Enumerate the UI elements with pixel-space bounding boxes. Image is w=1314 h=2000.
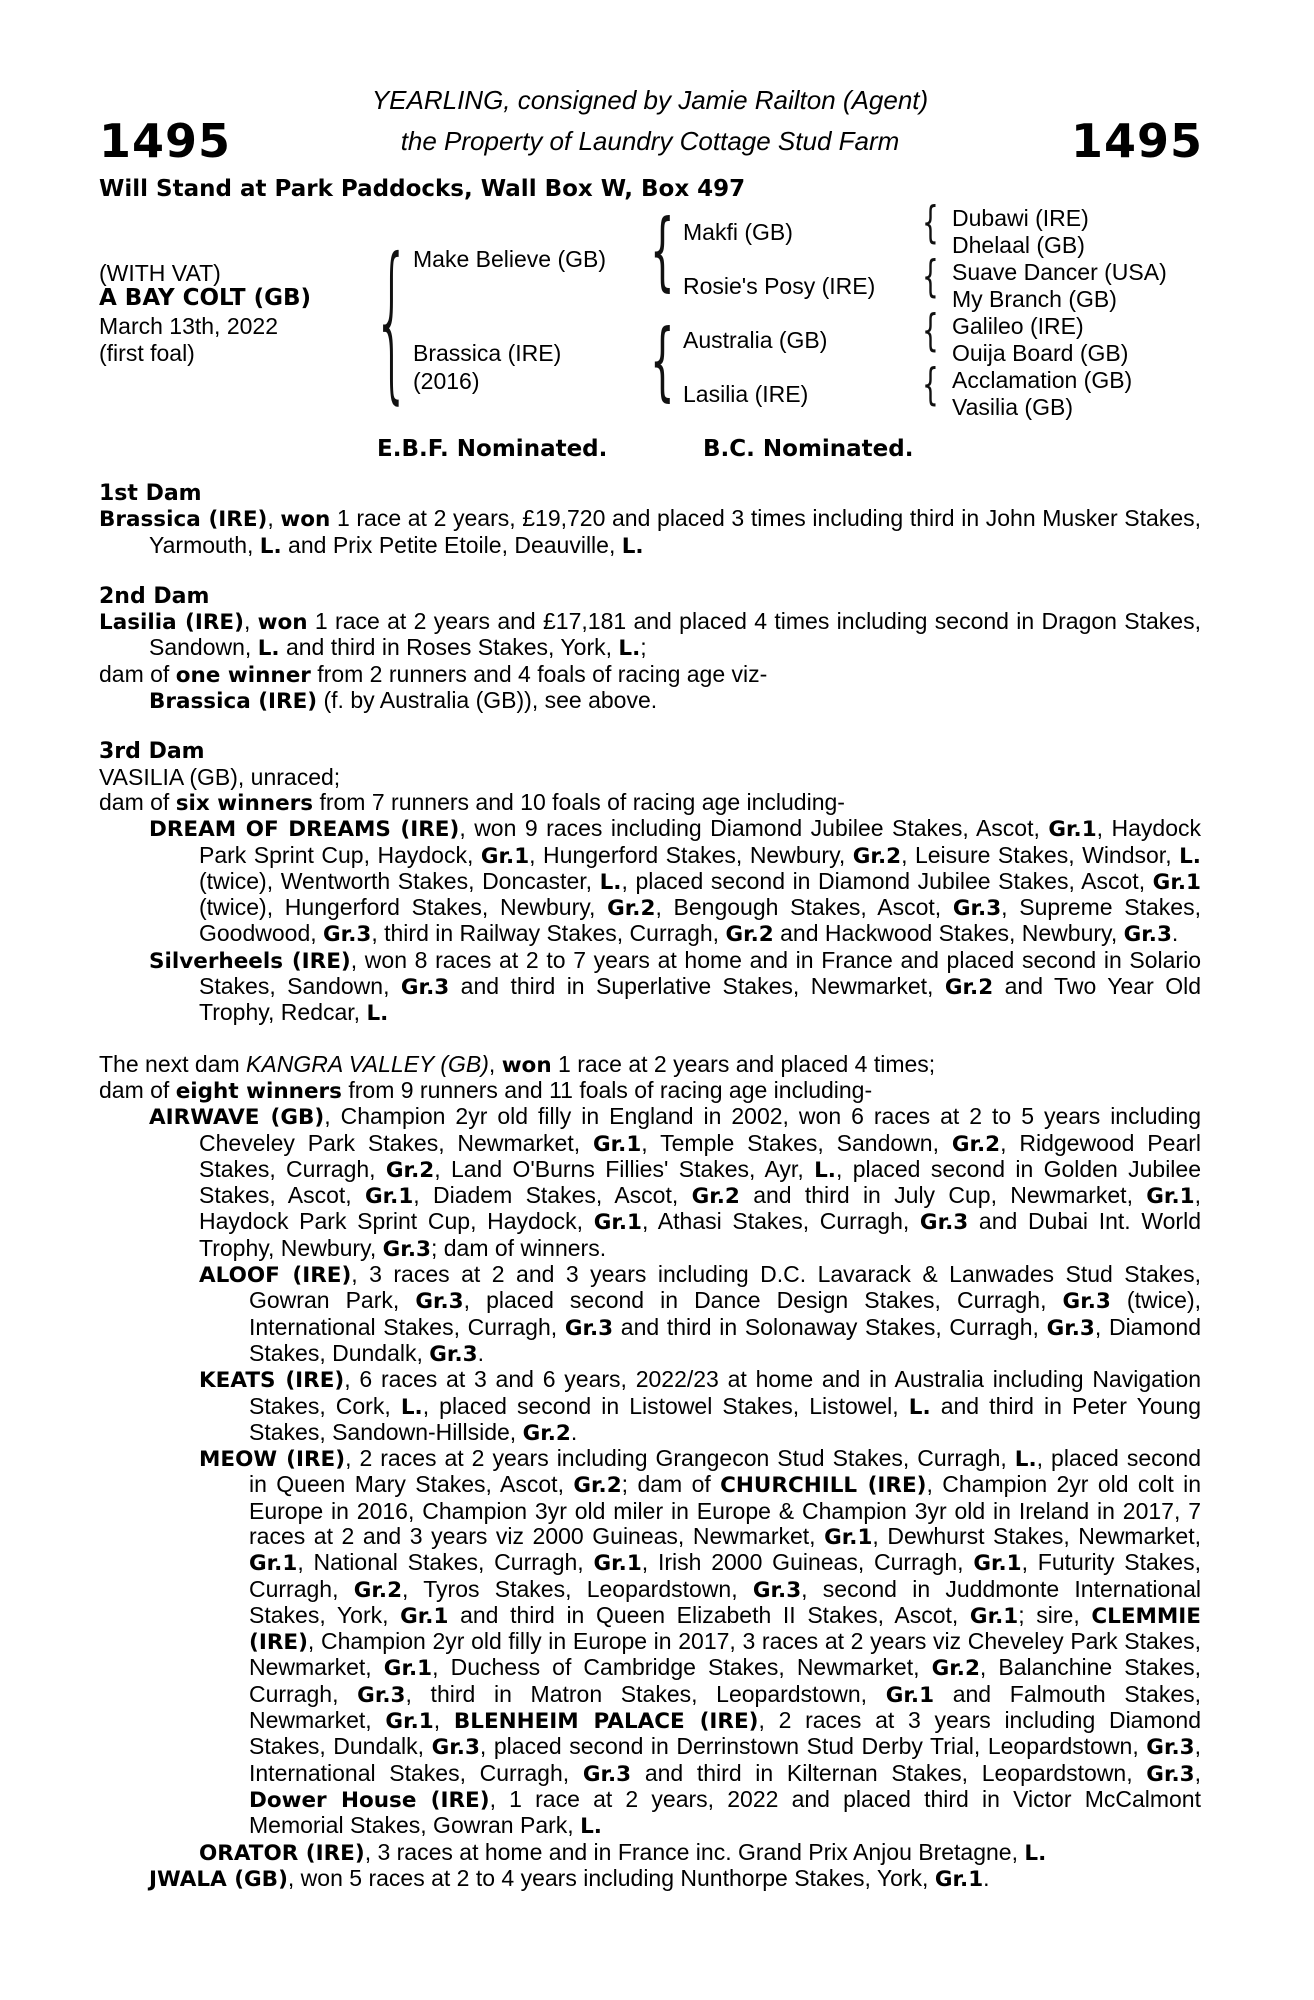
produce-name: ALOOF (IRE) [199, 1263, 352, 1289]
grade-tag: Gr.3 [1146, 1761, 1195, 1787]
listed-tag: L. [1014, 1447, 1037, 1473]
grade-tag: Gr.1 [1048, 817, 1097, 843]
produce-name: KEATS (IRE) [199, 1368, 345, 1394]
entry-text: , 3 races at home and in France inc. Grand Prix Anjou Bretagne, [364, 1838, 1025, 1865]
produce-entry-aloof [99, 1262, 1201, 1367]
grade-tag: Gr.1 [969, 1603, 1019, 1629]
produce-name: BLENHEIM PALACE (IRE) [453, 1709, 759, 1735]
grade-tag: Gr.1 [885, 1682, 935, 1708]
dam-sire: Australia (GB) [683, 327, 828, 353]
entry-text: , third in Matron Stakes, Leopardstown, [405, 1680, 886, 1707]
next-dam-line [99, 1052, 1201, 1078]
entry-text: and third in Peter Young Stakes, Sandown-Hillside, [249, 1392, 1202, 1445]
winner-count: eight winners [175, 1078, 342, 1104]
entry-text: , International Stakes, Curragh, [249, 1733, 1201, 1786]
gg-5: Galileo (IRE) [952, 313, 1084, 339]
next-dam-produce-summary [99, 1078, 1201, 1104]
second-dam-won: won [257, 610, 308, 636]
brace-main: { [373, 222, 411, 420]
next-dam-name: KANGRA VALLEY (GB) [246, 1050, 489, 1077]
second-dam-text: 1 race at 2 years and £17,181 and placed 4 times including second in Dragon Stakes, Sandown, [149, 608, 1201, 661]
grade-tag: Gr.1 [934, 1866, 984, 1892]
grade-tag: Gr.1 [824, 1524, 873, 1550]
first-dam-entry: Brassica (IRE), won 1 race at 2 years, £19,720 and placed 3 times including third in John Musker Stakes, Yarmouth, L. and Prix Petite Etoile, Deauville, L. [99, 505, 1201, 559]
produce-name: Brassica (IRE) [149, 689, 318, 715]
entry-text: , Haydock Park Sprint Cup, Haydock, [199, 1182, 1201, 1235]
entry-text: , Bengough Stakes, Ascot, [655, 894, 953, 921]
entry-text: , Irish 2000 Guineas, Curragh, [641, 1549, 974, 1576]
entry-text: , 2 races at 3 years including Diamond Stakes, Dundalk, [249, 1707, 1202, 1760]
entry-text: , [1194, 1759, 1201, 1786]
entry-text: , 6 races at 3 and 6 years, 2022/23 at home and in Australia including Navigation Stakes, Cork, [249, 1366, 1201, 1419]
ebf-nominated: E.B.F. Nominated. [377, 436, 608, 462]
entry-text: , won 9 races including Diamond Jubilee Stakes, Ascot, [459, 815, 1049, 842]
brace-gg-3: { [922, 305, 939, 356]
second-dam-name: Lasilia (IRE) [99, 610, 244, 636]
entry-text: , Dewhurst Stakes, Newmarket, [872, 1522, 1201, 1549]
grade-tag: Gr.2 [944, 975, 994, 1001]
sire-name: Make Believe (GB) [413, 246, 607, 272]
foaled-date: March 13th, 2022 [99, 313, 279, 339]
grade-tag: Gr.3 [564, 1315, 614, 1341]
listed-tag: L. [618, 636, 641, 662]
entry-text: , second in Juddmonte International Stakes, York, [249, 1575, 1201, 1628]
grade-tag: Gr.2 [931, 1656, 980, 1682]
sire-sire: Makfi (GB) [683, 219, 793, 245]
first-dam-text-2: and Prix Petite Etoile, Deauville, [281, 531, 622, 558]
entry-text: ; dam of winners. [430, 1234, 607, 1261]
produce-entry-silverheels [99, 948, 1201, 1027]
grade-tag: Gr.2 [385, 1157, 435, 1183]
first-dam-won: won [280, 507, 331, 533]
grade-tag: Gr.3 [752, 1577, 802, 1603]
gg-4: My Branch (GB) [952, 286, 1117, 312]
grade-tag: Gr.2 [725, 922, 774, 948]
grade-tag: Gr.2 [607, 896, 656, 922]
grade-tag: Gr.1 [383, 1656, 433, 1682]
brace-gg-4: { [922, 359, 939, 410]
produce-entry-jwala [99, 1866, 1201, 1892]
grade-tag: Gr.1 [364, 1184, 414, 1210]
vat-note: (WITH VAT) [99, 260, 221, 286]
entry-text: , won 8 races at 2 to 7 years at home and in France and placed second in Solario Stakes, Sandown, [199, 946, 1201, 1000]
entry-text: , placed second in Diamond Jubilee Stakes, Ascot, [621, 867, 1153, 894]
entry-text: , Futurity Stakes, Curragh, [249, 1549, 1201, 1602]
entry-text: (twice), International Stakes, Curragh, [249, 1287, 1202, 1340]
produce-name: JWALA (GB) [149, 1866, 288, 1892]
grade-tag: Gr.1 [593, 1210, 642, 1236]
entry-text: , third in Railway Stakes, Curragh, [371, 920, 726, 947]
produce-text: (f. by Australia (GB)), see above. [317, 687, 658, 714]
grade-tag: Gr.1 [249, 1551, 298, 1577]
listed-tag: L. [257, 636, 280, 662]
entry-text: , Champion 2yr old filly in Europe in 2017, 3 races at 2 years viz Cheveley Park Stakes, Newmarket, [249, 1628, 1201, 1681]
lot-number-right: 1495 [1070, 114, 1203, 168]
entry-text: , 2 races at 2 years including Grangecon Stud Stakes, Curragh, [345, 1445, 1015, 1472]
brace-sire: { [650, 201, 675, 301]
produce-entry-dream-of-dreams [99, 816, 1201, 947]
produce-entry-airwave [99, 1104, 1201, 1262]
entry-text: and third in Queen Elizabeth II Stakes, Ascot, [448, 1601, 970, 1628]
listed-tag: L. [814, 1157, 836, 1183]
dam-dam: Lasilia (IRE) [683, 381, 809, 407]
grade-tag: Gr.1 [1152, 869, 1201, 895]
entry-text: , placed second in Derrinstown Stud Derby Trial, Leopardstown, [479, 1733, 1147, 1760]
entry-text: , won 5 races at 2 to 4 years including Nunthorpe Stakes, York, [287, 1864, 935, 1891]
grade-tag: Gr.3 [919, 1210, 969, 1236]
entry-text: , 3 races at 2 and 3 years including D.C. Lavarack & Lanwades Stud Stakes, Gowran Park, [249, 1261, 1201, 1314]
produce-entry-meow [99, 1446, 1201, 1839]
produce-name: Dower House (IRE) [249, 1787, 490, 1813]
sire-dam: Rosie's Posy (IRE) [683, 273, 876, 299]
dam-of-suffix: from 7 runners and 10 foals of racing age including- [313, 788, 845, 815]
first-dam-heading: 1st Dam [99, 481, 202, 506]
next-dam-text: 1 race at 2 years and placed 4 times; [551, 1050, 936, 1077]
listed-tag: L. [366, 1001, 389, 1027]
entry-text: , Tyros Stakes, Leopardstown, [402, 1575, 753, 1602]
entry-text: . [983, 1864, 990, 1891]
property-line: the Property of Laundry Cottage Stud Farm [400, 126, 900, 156]
entry-text: and third in Superlative Stakes, Newmarket, [449, 973, 945, 1000]
dam-of-suffix: from 9 runners and 11 foals of racing age including- [341, 1076, 873, 1103]
gg-8: Vasilia (GB) [952, 394, 1073, 420]
second-dam-heading: 2nd Dam [99, 583, 210, 609]
entry-text: , Ridgewood Pearl Stakes, Curragh, [199, 1129, 1202, 1182]
grade-tag: Gr.1 [592, 1131, 642, 1157]
listed-tag: L. [908, 1394, 931, 1420]
entry-text: , Champion 2yr old colt in Europe in 2016, Champion 3yr old miler in Europe & Champion 3yr old in Ireland in 2017, 7 races at 2 and 3 years viz 2000 Guineas, Newmarket, [249, 1471, 1202, 1549]
brace-gg-1: { [922, 197, 939, 248]
entry-text: , Diadem Stakes, Ascot, [413, 1182, 692, 1209]
gg-3: Suave Dancer (USA) [952, 259, 1167, 285]
grade-tag: Gr.3 [582, 1761, 632, 1787]
entry-text: . [477, 1339, 484, 1366]
first-dam-name: Brassica (IRE) [99, 507, 268, 533]
entry-text: , Diamond Stakes, Dundalk, [249, 1313, 1201, 1366]
grade-tag: Gr.3 [382, 1236, 431, 1262]
produce-name: MEOW (IRE) [199, 1447, 346, 1473]
listed-tag: L. [621, 533, 644, 559]
entry-text: , Land O'Burns Fillies' Stakes, Ayr, [434, 1155, 815, 1182]
next-dam-comma: , [488, 1050, 502, 1077]
entry-text: , Athasi Stakes, Curragh, [642, 1208, 920, 1235]
entry-text: (twice), Wentworth Stakes, Doncaster, [199, 867, 600, 894]
entry-text: and third in Kilternan Stakes, Leopardstown, [631, 1759, 1147, 1786]
entry-text: , placed second in Dance Design Stakes, Curragh, [463, 1287, 1063, 1314]
grade-tag: Gr.2 [852, 843, 902, 869]
entry-text: , Duchess of Cambridge Stakes, Newmarket, [432, 1654, 932, 1681]
grade-tag: Gr.3 [1146, 1735, 1195, 1761]
brace-dam: { [650, 311, 675, 411]
gg-2: Dhelaal (GB) [952, 232, 1085, 258]
bc-nominated: B.C. Nominated. [703, 436, 914, 462]
entry-text: , Champion 2yr old filly in England in 2002, won 6 races at 2 to 5 years including Cheveley Park Stakes, Newmarket, [199, 1103, 1201, 1156]
entry-text: . [1171, 920, 1179, 947]
entry-text: , placed second in Listowel Stakes, Listowel, [422, 1392, 909, 1419]
gg-7: Acclamation (GB) [952, 367, 1133, 393]
gg-6: Ouija Board (GB) [952, 340, 1129, 366]
entry-text: , Temple Stakes, Sandown, [641, 1129, 952, 1156]
grade-tag: Gr.2 [691, 1184, 740, 1210]
produce-name: CHURCHILL (IRE) [720, 1473, 927, 1499]
grade-tag: Gr.1 [1146, 1184, 1195, 1210]
third-dam-heading: 3rd Dam [99, 739, 205, 765]
first-foal-note: (first foal) [99, 340, 195, 366]
listed-tag: L. [1024, 1840, 1047, 1866]
gg-1: Dubawi (IRE) [952, 205, 1089, 231]
listed-tag: L. [259, 533, 282, 559]
grade-tag: Gr.3 [323, 922, 372, 948]
produce-entry-orator [99, 1840, 1201, 1866]
produce-name: ORATOR (IRE) [199, 1840, 365, 1866]
entry-text: , Hungerford Stakes, Newbury, [529, 841, 853, 868]
grade-tag: Gr.3 [431, 1735, 480, 1761]
dam-of-prefix: dam of [99, 788, 176, 815]
winner-count: one winner [175, 662, 311, 688]
consigned-line: YEARLING, consigned by Jamie Railton (Agent) [371, 85, 929, 115]
grade-tag: Gr.3 [1046, 1315, 1095, 1341]
dam-of-suffix: from 2 runners and 4 foals of racing age viz- [310, 660, 768, 687]
next-dam-prefix: The next dam [99, 1050, 247, 1077]
entry-text: ; sire, [1018, 1601, 1092, 1628]
listed-tag: L. [599, 869, 622, 895]
dam-year: (2016) [413, 368, 480, 394]
entry-text: , Haydock Park Sprint Cup, Haydock, [199, 815, 1202, 868]
dam-name: Brassica (IRE) [413, 340, 562, 366]
dam-of-prefix: dam of [99, 660, 176, 687]
grade-tag: Gr.1 [593, 1551, 642, 1577]
grade-tag: Gr.3 [1123, 922, 1172, 948]
produce-name: Silverheels (IRE) [149, 948, 351, 974]
entry-text: and Dubai Int. World Trophy, Newbury, [199, 1208, 1201, 1261]
second-dam-text-3: ; [640, 634, 647, 661]
catalogue-body [99, 481, 1201, 1892]
listed-tag: L. [1179, 843, 1201, 869]
subject-name: A BAY COLT (GB) [99, 285, 312, 311]
produce-entry-keats [99, 1367, 1201, 1446]
produce-name: AIRWAVE (GB) [149, 1105, 325, 1131]
grade-tag: Gr.3 [952, 896, 1002, 922]
listed-tag: L. [580, 1814, 602, 1840]
winner-count: six winners [175, 790, 314, 816]
grade-tag: Gr.1 [400, 1603, 449, 1629]
third-dam-name-line: VASILIA (GB), unraced; [99, 763, 341, 790]
entry-text: and third in July Cup, Newmarket, [739, 1182, 1147, 1209]
grade-tag: Gr.3 [1062, 1289, 1111, 1315]
entry-text: , placed second in Queen Mary Stakes, Ascot, [249, 1445, 1201, 1498]
next-dam-won: won [501, 1052, 552, 1078]
grade-tag: Gr.1 [973, 1551, 1022, 1577]
grade-tag: Gr.3 [357, 1682, 406, 1708]
entry-text: , Balanchine Stakes, Curragh, [249, 1654, 1202, 1707]
produce-name: CLEMMIE (IRE) [249, 1603, 1201, 1656]
produce-name: DREAM OF DREAMS (IRE) [149, 817, 460, 843]
first-dam-text: 1 race at 2 years, £19,720 and placed 3 times including third in John Musker Stakes, Yarmouth, [149, 505, 1201, 558]
second-dam-produce-entry [99, 688, 1201, 714]
second-dam-entry: Lasilia (IRE), won 1 race at 2 years and £17,181 and placed 4 times including second in Dragon Stakes, Sandown, L. and third in Roses Stakes, York, L.; [99, 608, 1201, 662]
second-dam-produce-summary [99, 662, 1201, 688]
grade-tag: Gr.1 [480, 843, 530, 869]
entry-text: . [570, 1418, 578, 1445]
entry-text: and third in Solonaway Stakes, Curragh, [613, 1313, 1047, 1340]
entry-text: , placed second in Golden Jubilee Stakes, Ascot, [199, 1155, 1202, 1209]
entry-text: , [433, 1707, 454, 1734]
entry-text: , Leisure Stakes, Windsor, [901, 841, 1180, 868]
entry-text: and Hackwood Stakes, Newbury, [773, 920, 1124, 947]
grade-tag: Gr.2 [522, 1420, 571, 1446]
entry-text: , 1 race at 2 years, 2022 and placed third in Victor McCalmont Memorial Stakes, Gowran Park, [249, 1785, 1201, 1839]
lot-number-left: 1495 [99, 114, 232, 168]
grade-tag: Gr.1 [385, 1709, 434, 1735]
entry-text: ; dam of [621, 1471, 721, 1498]
dam-of-prefix: dam of [99, 1076, 176, 1103]
second-dam-text-2: and third in Roses Stakes, York, [279, 634, 619, 661]
listed-tag: L. [400, 1394, 423, 1420]
grade-tag: Gr.2 [573, 1473, 622, 1499]
entry-text: , Supreme Stakes, Goodwood, [199, 894, 1201, 947]
grade-tag: Gr.3 [400, 975, 450, 1001]
grade-tag: Gr.2 [353, 1577, 403, 1603]
entry-text: and Two Year Old Trophy, Redcar, [199, 973, 1201, 1026]
brace-gg-2: { [922, 251, 939, 302]
entry-text: , National Stakes, Curragh, [297, 1549, 594, 1576]
stand-line: Will Stand at Park Paddocks, Wall Box W, Box 497 [99, 176, 746, 202]
grade-tag: Gr.3 [415, 1289, 464, 1315]
entry-text: and Falmouth Stakes, Newmarket, [249, 1680, 1202, 1734]
grade-tag: Gr.2 [951, 1131, 1001, 1157]
entry-text: (twice), Hungerford Stakes, Newbury, [199, 894, 608, 921]
grade-tag: Gr.3 [429, 1341, 478, 1367]
third-dam-produce-summary [99, 790, 1201, 816]
